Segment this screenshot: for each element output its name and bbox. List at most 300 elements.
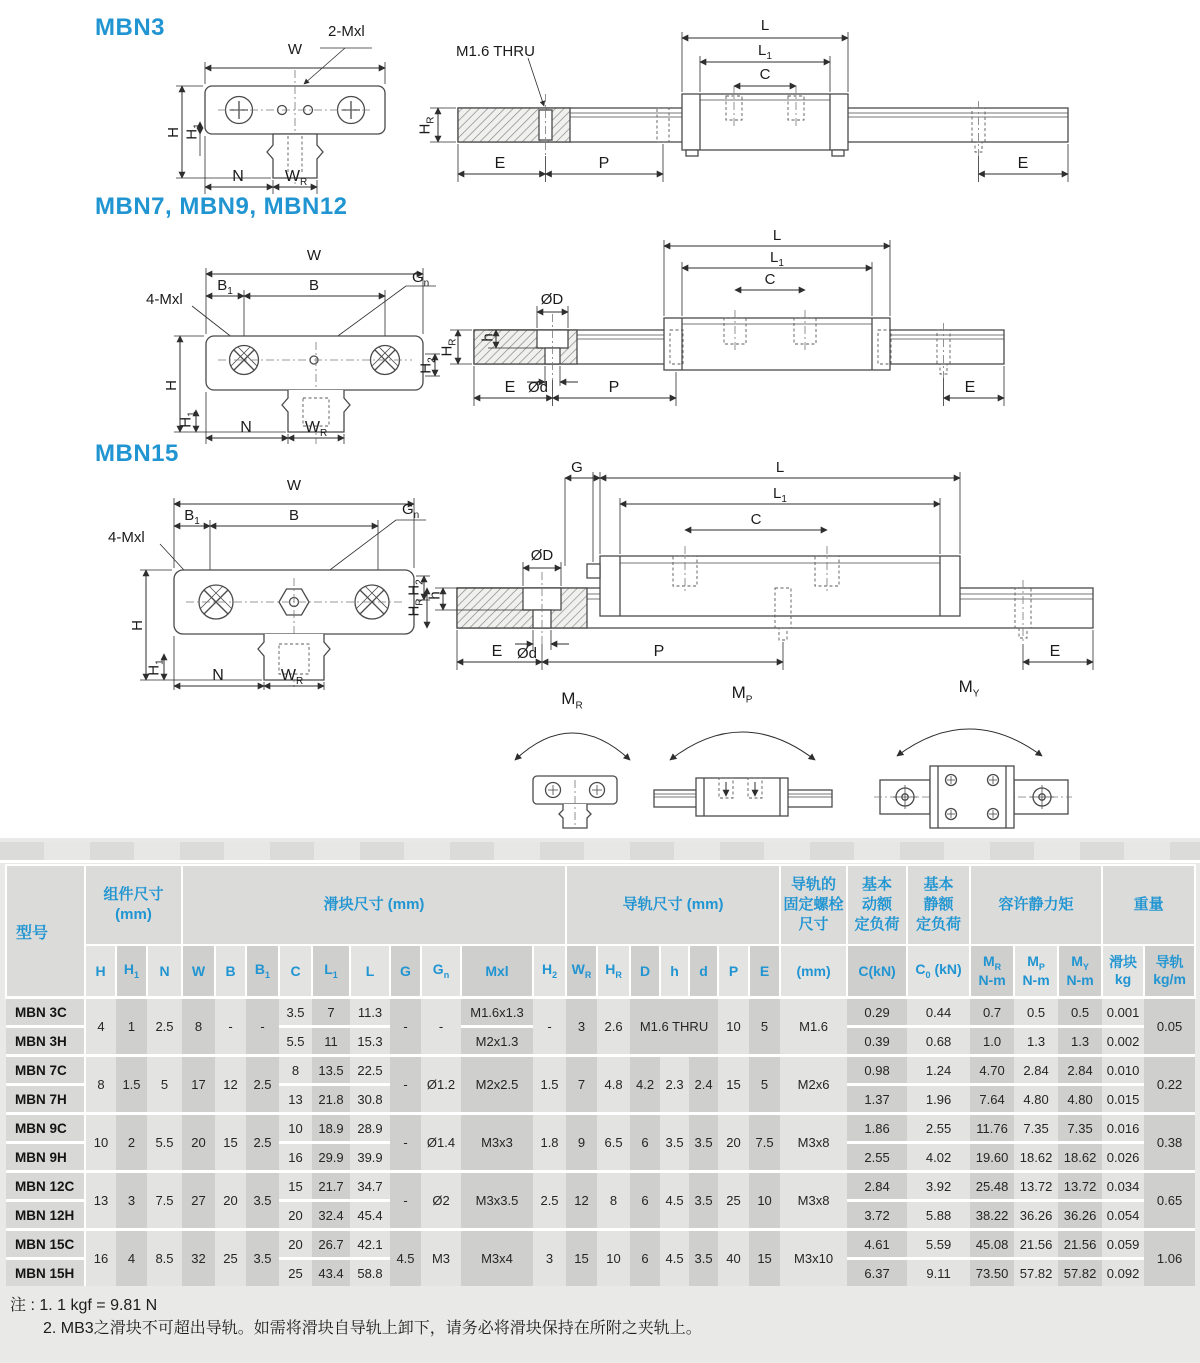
dim-label-w: W [306, 247, 322, 264]
table-cell: MBN 9C [6, 1114, 85, 1143]
diagram-title-mbn7912: MBN7, MBN9, MBN12 [95, 193, 348, 220]
dim-label-h: H [162, 380, 180, 391]
table-cell: 2.4 [689, 1056, 718, 1114]
table-cell: 6 [630, 1230, 660, 1287]
table-cell: 18.9 [312, 1114, 350, 1143]
table-cell: MBN 15H [6, 1259, 85, 1287]
header-cell: H [85, 945, 116, 998]
table-cell: 5 [749, 998, 780, 1056]
dim-label-mxl: 4-Mxl [108, 529, 145, 546]
table-cell: 3.72 [847, 1201, 907, 1230]
table-cell: 21.56 [1058, 1230, 1102, 1259]
dim-label-l: L [775, 459, 785, 476]
table-cell: 1.0 [970, 1027, 1014, 1056]
table-cell: 18.62 [1058, 1143, 1102, 1172]
moment-my-drawing [862, 677, 1077, 832]
table-cell: 4.8 [597, 1056, 630, 1114]
table-cell: 2.84 [1014, 1056, 1058, 1085]
table-cell: 15 [718, 1056, 749, 1114]
table-cell: 3.5 [246, 1230, 279, 1287]
diagram-mbn7912-front [146, 228, 443, 440]
table-cell: 2.3 [660, 1056, 689, 1114]
header-cell: $H_2$ [533, 945, 566, 998]
table-cell: 3.5 [660, 1114, 689, 1172]
table-cell: 15 [749, 1230, 780, 1287]
table-cell: 1.37 [847, 1085, 907, 1114]
table-cell: 0.65 [1144, 1172, 1195, 1230]
table-cell: M2x1.3 [461, 1027, 533, 1056]
table-cell: 13 [85, 1172, 116, 1230]
header-cell: E [749, 945, 780, 998]
dim-label-hr: $H_R$ [438, 338, 459, 357]
table-cell: 26.7 [312, 1230, 350, 1259]
table-cell: 20 [279, 1201, 312, 1230]
dim-label-e-right: E [964, 379, 976, 396]
dim-label-w: W [287, 41, 303, 58]
note-line1: 1. 1 kgf = 9.81 N [39, 1297, 158, 1314]
dim-label-h1: $H_1$ [177, 411, 198, 428]
table-cell: 3 [116, 1172, 147, 1230]
table-cell: 0.29 [847, 998, 907, 1027]
dim-label-h: H [128, 620, 146, 631]
dim-label-h1: $H_1$ [145, 659, 166, 676]
table-cell: 4 [116, 1230, 147, 1287]
table-cell: 2.84 [847, 1172, 907, 1201]
table-cell: MBN 7H [6, 1085, 85, 1114]
table-cell: 21.7 [312, 1172, 350, 1201]
table-cell: 6.37 [847, 1259, 907, 1287]
table-cell: 0.39 [847, 1027, 907, 1056]
table-cell: 0.5 [1058, 998, 1102, 1027]
dim-label-c: C [764, 271, 776, 288]
table-cell: 3.92 [907, 1172, 970, 1201]
table-cell: 38.22 [970, 1201, 1014, 1230]
table-cell: MBN 12H [6, 1201, 85, 1230]
table-cell: 4.02 [907, 1143, 970, 1172]
table-cell: 7.35 [1014, 1114, 1058, 1143]
dim-label-od: ØD [540, 291, 564, 308]
table-cell: 4.5 [390, 1230, 421, 1287]
table-cell: 4 [85, 998, 116, 1056]
table-cell: 6 [630, 1172, 660, 1230]
header-cell: $M_R$ N-m [970, 945, 1014, 998]
mbn15-front-drawing [112, 452, 432, 692]
diagram-title-mbn3: MBN3 [95, 14, 166, 41]
moment-label-my: $M_Y$ [958, 677, 980, 700]
table-cell: 4.80 [1058, 1085, 1102, 1114]
table-cell: 2 [116, 1114, 147, 1172]
table-cell: MBN 3C [6, 998, 85, 1027]
table-cell: M3 [421, 1230, 461, 1287]
table-cell: 25 [215, 1230, 246, 1287]
table-cell: 0.38 [1144, 1114, 1195, 1172]
dim-label-b: B [308, 277, 320, 294]
table-cell: - [390, 1172, 421, 1230]
diagram-mbn3-front [160, 23, 415, 206]
table-cell: - [215, 998, 246, 1056]
table-cell: 5.5 [147, 1114, 182, 1172]
table-cell: 13 [279, 1085, 312, 1114]
table-cell: 22.5 [350, 1056, 390, 1085]
table-cell: 40 [718, 1230, 749, 1287]
diagram-mbn3-side [416, 6, 1085, 201]
header-cell: $H_1$ [116, 945, 147, 998]
table-cell: - [390, 1056, 421, 1114]
table-cell: 15 [566, 1230, 597, 1287]
table-cell: Ø2 [421, 1172, 461, 1230]
dim-label-mxl: 4-Mxl [146, 291, 183, 308]
table-cell: 3 [566, 998, 597, 1056]
table-cell: 30.8 [350, 1085, 390, 1114]
table-cell: 2.6 [597, 998, 630, 1056]
dim-label-l1: $L_1$ [773, 485, 787, 505]
table-cell: 43.4 [312, 1259, 350, 1287]
table-cell: 2.5 [147, 998, 182, 1056]
table-cell: 8 [279, 1056, 312, 1085]
dim-label-l1: $L_1$ [758, 42, 772, 62]
dim-label-od: ØD [530, 547, 554, 564]
header-cell: 滑块尺寸 (mm) [182, 865, 566, 945]
table-cell: 27 [182, 1172, 215, 1230]
table-cell: M1.6 THRU [630, 998, 718, 1056]
table-cell: 0.05 [1144, 998, 1195, 1056]
header-cell: N [147, 945, 182, 998]
header-cell: h [660, 945, 689, 998]
table-cell: 10 [749, 1172, 780, 1230]
table-cell: 0.010 [1102, 1056, 1144, 1085]
table-top-band [0, 842, 1200, 863]
table-cell: 8 [85, 1056, 116, 1114]
table-section [0, 838, 1200, 1363]
table-cell: 1.5 [116, 1056, 147, 1114]
header-cell: $L_1$ [312, 945, 350, 998]
table-cell: 4.61 [847, 1230, 907, 1259]
notes [10, 1294, 702, 1340]
table-cell: 2.5 [246, 1056, 279, 1114]
spec-table [5, 864, 1196, 1286]
table-cell: 1.3 [1058, 1027, 1102, 1056]
header-cell: 基本 静额 定负荷 [907, 865, 970, 945]
diagram-mbn15-front [108, 452, 432, 692]
diagram-mbn7912-side [438, 227, 1027, 428]
mbn7912-side-drawing [438, 228, 1027, 428]
table-cell: Ø1.4 [421, 1114, 461, 1172]
table-cell: 3.5 [689, 1230, 718, 1287]
table-cell: M3x8 [780, 1114, 847, 1172]
table-cell: 17 [182, 1056, 215, 1114]
table-cell: 45.4 [350, 1201, 390, 1230]
table-cell: 21.56 [1014, 1230, 1058, 1259]
table-cell: 57.82 [1014, 1259, 1058, 1287]
table-cell: - [421, 998, 461, 1056]
table-cell: 32 [182, 1230, 215, 1287]
table-cell: MBN 7C [6, 1056, 85, 1085]
table-cell: 73.50 [970, 1259, 1014, 1287]
header-cell: 组件尺寸 (mm) [85, 865, 182, 945]
table-cell: 7.35 [1058, 1114, 1102, 1143]
table-cell: 0.5 [1014, 998, 1058, 1027]
table-cell: 7.64 [970, 1085, 1014, 1114]
table-cell: - [246, 998, 279, 1056]
table-cell: 4.70 [970, 1056, 1014, 1085]
table-cell: 19.60 [970, 1143, 1014, 1172]
table-cell: 8 [597, 1172, 630, 1230]
table-cell: 21.8 [312, 1085, 350, 1114]
dim-label-wr: $W_R$ [304, 419, 328, 440]
table-cell: 29.9 [312, 1143, 350, 1172]
table-cell: 0.22 [1144, 1056, 1195, 1114]
table-row [6, 1230, 1195, 1259]
header-cell: L [350, 945, 390, 998]
header-cell: d [689, 945, 718, 998]
dim-label-w: W [286, 477, 302, 494]
table-cell: 5.88 [907, 1201, 970, 1230]
table-cell: 5 [147, 1056, 182, 1114]
table-cell: 25 [718, 1172, 749, 1230]
table-cell: 20 [182, 1114, 215, 1172]
table-cell: 15.3 [350, 1027, 390, 1056]
dim-label-od2: Ød [516, 645, 538, 662]
table-cell: M1.6 [780, 998, 847, 1056]
table-cell: 3 [533, 1230, 566, 1287]
table-cell: 13.72 [1014, 1172, 1058, 1201]
table-cell: 0.98 [847, 1056, 907, 1085]
header-cell: 滑块 kg [1102, 945, 1144, 998]
table-cell: 39.9 [350, 1143, 390, 1172]
table-cell: M1.6x1.3 [461, 998, 533, 1027]
table-cell: 1.86 [847, 1114, 907, 1143]
note-line2: 2. MB3之滑块不可超出导轨。如需将滑块自导轨上卸下，请务必将滑块保持在所附之夹轨上。 [43, 1320, 702, 1338]
table-cell: 5.5 [279, 1027, 312, 1056]
diagram-moment-mp [640, 684, 845, 832]
table-cell: - [533, 998, 566, 1056]
table-cell: Ø1.2 [421, 1056, 461, 1114]
table-cell: 1.5 [533, 1056, 566, 1114]
table-cell: 3.5 [689, 1114, 718, 1172]
mbn7912-front-drawing [148, 228, 443, 428]
table-cell: 4.2 [630, 1056, 660, 1114]
table-cell: 2.55 [907, 1114, 970, 1143]
table-cell: 42.1 [350, 1230, 390, 1259]
table-cell: 0.68 [907, 1027, 970, 1056]
header-cell: C(kN) [847, 945, 907, 998]
table-cell: 7 [566, 1056, 597, 1114]
table-cell: 12 [566, 1172, 597, 1230]
table-cell: MBN 3H [6, 1027, 85, 1056]
table-cell: M3x3.5 [461, 1172, 533, 1230]
table-cell: 15 [215, 1114, 246, 1172]
dim-label-thru: M1.6 THRU [456, 43, 535, 60]
dim-label-h: H [164, 127, 182, 138]
table-cell: 1.8 [533, 1114, 566, 1172]
table-cell: 10 [718, 998, 749, 1056]
table-cell: MBN 9H [6, 1143, 85, 1172]
dim-label-p: P [598, 155, 610, 172]
header-cell: $M_P$ N-m [1014, 945, 1058, 998]
table-cell: 25.48 [970, 1172, 1014, 1201]
table-cell: 0.034 [1102, 1172, 1144, 1201]
table-cell: 10 [279, 1114, 312, 1143]
table-cell: 18.62 [1014, 1143, 1058, 1172]
dim-label-g: G [571, 459, 583, 476]
table-row [6, 1056, 1195, 1085]
dim-label-h: h [426, 591, 444, 600]
table-cell: 9 [566, 1114, 597, 1172]
table-cell: M3x4 [461, 1230, 533, 1287]
dim-label-e-right: E [1017, 155, 1029, 172]
header-cell: P [718, 945, 749, 998]
dim-label-gn: $G_n$ [412, 269, 430, 289]
moment-label-mr: $M_R$ [561, 689, 583, 712]
table-cell: 57.82 [1058, 1259, 1102, 1287]
table-cell: 10 [85, 1114, 116, 1172]
table-cell: 4.5 [660, 1230, 689, 1287]
dim-label-p: P [653, 643, 665, 660]
table-cell: M3x10 [780, 1230, 847, 1287]
table-cell: 1.24 [907, 1056, 970, 1085]
table-cell: MBN 15C [6, 1230, 85, 1259]
header-cell: 导轨 kg/m [1144, 945, 1195, 998]
header-cell: W [182, 945, 215, 998]
dim-label-c: C [759, 66, 771, 83]
header-cell: 导轨尺寸 (mm) [566, 865, 780, 945]
table-cell: 16 [279, 1143, 312, 1172]
table-cell: 5 [749, 1056, 780, 1114]
table-cell: MBN 12C [6, 1172, 85, 1201]
dim-label-hr: $H_R$ [405, 598, 426, 617]
header-cell: 型号 [6, 865, 85, 998]
table-cell: 0.092 [1102, 1259, 1144, 1287]
table-cell: M2x6 [780, 1056, 847, 1114]
table-cell: 0.059 [1102, 1230, 1144, 1259]
table-cell: 1.96 [907, 1085, 970, 1114]
table-cell: 0.016 [1102, 1114, 1144, 1143]
header-cell: 容许静力矩 [970, 865, 1102, 945]
table-cell: M3x8 [780, 1172, 847, 1230]
dim-label-e-left: E [504, 379, 516, 396]
table-cell: 34.7 [350, 1172, 390, 1201]
table-row [6, 1114, 1195, 1143]
table-cell: 11 [312, 1027, 350, 1056]
header-cell: $B_1$ [246, 945, 279, 998]
dim-label-b: B [288, 507, 300, 524]
dim-label-h2: $H_2$ [417, 357, 438, 374]
table-cell: 45.08 [970, 1230, 1014, 1259]
header-cell: (mm) [780, 945, 847, 998]
table-cell: 2.84 [1058, 1056, 1102, 1085]
table-cell: 7.5 [147, 1172, 182, 1230]
header-cell: $G_n$ [421, 945, 461, 998]
dim-label-h2: $H_2$ [405, 579, 426, 596]
table-cell: 28.9 [350, 1114, 390, 1143]
header-cell: C [279, 945, 312, 998]
dim-label-l: L [760, 17, 770, 34]
table-cell: 1.3 [1014, 1027, 1058, 1056]
table-cell: 0.054 [1102, 1201, 1144, 1230]
table-row [6, 998, 1195, 1027]
table-cell: 7 [312, 998, 350, 1027]
header-cell: Mxl [461, 945, 533, 998]
dim-label-wr: $W_R$ [284, 168, 308, 189]
table-cell: 5.59 [907, 1230, 970, 1259]
dim-label-c: C [750, 511, 762, 528]
table-cell: 0.001 [1102, 998, 1144, 1027]
table-cell: M3x3 [461, 1114, 533, 1172]
header-cell: $C_0$ (kN) [907, 945, 970, 998]
dim-label-n: N [240, 419, 252, 436]
dim-label-b1: $B_1$ [184, 507, 200, 527]
dim-label-p: P [608, 379, 620, 396]
table-cell: 11.76 [970, 1114, 1014, 1143]
diagram-title-mbn15: MBN15 [95, 440, 179, 467]
table-cell: 2.55 [847, 1143, 907, 1172]
dim-label-n: N [212, 667, 224, 684]
table-cell: 2.5 [533, 1172, 566, 1230]
table-cell: 20 [718, 1114, 749, 1172]
table-cell: 13.5 [312, 1056, 350, 1085]
dim-label-e-left: E [494, 155, 506, 172]
dim-label-e-left: E [491, 643, 503, 660]
table-cell: 3.5 [279, 998, 312, 1027]
header-cell: D [630, 945, 660, 998]
table-cell: 25 [279, 1259, 312, 1287]
table-cell: 1.06 [1144, 1230, 1195, 1287]
moment-label-mp: $M_P$ [731, 683, 753, 706]
table-cell: 0.44 [907, 998, 970, 1027]
table-cell: - [390, 998, 421, 1056]
dim-label-l1: $L_1$ [770, 249, 784, 269]
table-cell: 15 [279, 1172, 312, 1201]
header-cell: 重量 [1102, 865, 1195, 945]
table-cell: 12 [215, 1056, 246, 1114]
table-cell: 1 [116, 998, 147, 1056]
table-cell: 8.5 [147, 1230, 182, 1287]
table-cell: 2.5 [246, 1114, 279, 1172]
table-cell: 6.5 [597, 1114, 630, 1172]
table-cell: 3.5 [246, 1172, 279, 1230]
dim-label-h1: $H_1$ [183, 123, 204, 140]
mbn3-side-drawing [416, 6, 1085, 201]
header-cell: G [390, 945, 421, 998]
header-cell: $W_R$ [566, 945, 597, 998]
dim-label-mxl: 2-Mxl [328, 23, 365, 40]
diagram-moment-mr [495, 688, 650, 830]
dim-label-h: h [479, 333, 497, 342]
table-cell: 20 [215, 1172, 246, 1230]
table-cell: M2x2.5 [461, 1056, 533, 1114]
dim-label-od2: Ød [527, 379, 549, 396]
table-cell: 6 [630, 1114, 660, 1172]
table-cell: 7.5 [749, 1114, 780, 1172]
table-cell: 13.72 [1058, 1172, 1102, 1201]
table-cell: 10 [597, 1230, 630, 1287]
table-cell: - [390, 1114, 421, 1172]
table-cell: 8 [182, 998, 215, 1056]
moment-mp-drawing [640, 684, 845, 832]
table-cell: 3.5 [689, 1172, 718, 1230]
dim-label-wr: $W_R$ [280, 667, 304, 688]
dim-label-b1: $B_1$ [217, 277, 233, 297]
table-cell: 36.26 [1014, 1201, 1058, 1230]
table-cell: 9.11 [907, 1259, 970, 1287]
header-cell: B [215, 945, 246, 998]
dim-label-e-right: E [1049, 643, 1061, 660]
header-cell: $H_R$ [597, 945, 630, 998]
dim-label-hr: $H_R$ [416, 116, 437, 135]
header-cell: 导轨的 固定螺栓 尺寸 [780, 865, 847, 945]
table-cell: 16 [85, 1230, 116, 1287]
mbn15-side-drawing [415, 436, 1115, 678]
